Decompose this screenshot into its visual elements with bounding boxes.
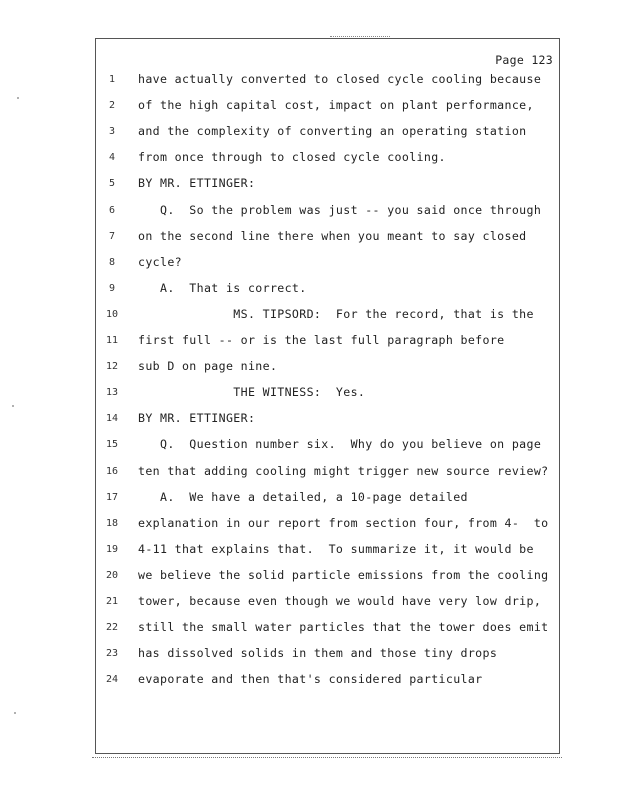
line-number: 6 (108, 204, 116, 216)
line-text: BY MR. ETTINGER: (138, 411, 256, 426)
line-text: THE WITNESS: Yes. (138, 385, 366, 400)
transcript-line (96, 228, 561, 254)
line-text: we believe the solid particle emissions from the cooling (138, 567, 549, 582)
transcript-line (96, 280, 561, 306)
transcript-line (96, 358, 561, 384)
transcript-line (96, 254, 561, 280)
transcript-line (96, 410, 561, 436)
line-text: still the small water particles that the tower does emit (138, 620, 549, 635)
transcript-line (96, 97, 561, 123)
transcript-line (96, 489, 561, 515)
line-number: 19 (105, 543, 119, 555)
line-text: cycle? (138, 254, 182, 269)
scan-speckle (17, 97, 19, 99)
line-text: explanation in our report from section four, from 4- to (138, 515, 549, 530)
transcript-line (96, 671, 561, 697)
transcript-line (96, 541, 561, 567)
line-number: 21 (105, 596, 119, 607)
transcript-line (96, 463, 561, 489)
transcript-line (96, 384, 561, 410)
line-text: evaporate and then that's considered particular (138, 672, 483, 687)
transcript-line (96, 645, 561, 671)
transcript-line (96, 202, 561, 228)
line-number: 24 (105, 674, 119, 686)
line-text: ten that adding cooling might trigger new source review? (138, 463, 549, 478)
line-number: 22 (105, 622, 119, 634)
line-text: Q. Question number six. Why do you believe on page (138, 437, 542, 452)
transcript-line (96, 71, 561, 97)
line-number: 11 (105, 335, 119, 346)
line-number: 23 (105, 648, 119, 660)
line-number: 4 (108, 152, 116, 164)
line-number: 5 (108, 178, 116, 190)
line-number: 7 (108, 230, 116, 242)
line-text: sub D on page nine. (138, 359, 278, 374)
transcript-line (96, 436, 561, 462)
line-number: 10 (105, 308, 119, 320)
scan-bottom-mark (92, 757, 562, 758)
line-text: have actually converted to closed cycle cooling because (138, 72, 542, 86)
scan-top-mark (330, 36, 390, 37)
line-number: 12 (105, 361, 119, 373)
line-number: 1 (108, 74, 116, 85)
transcript-line (96, 515, 561, 541)
line-number: 8 (108, 256, 116, 268)
line-text: on the second line there when you meant to say closed (138, 228, 527, 243)
line-text: has dissolved solids in them and those tiny drops (138, 646, 498, 661)
line-text: of the high capital cost, impact on plant performance, (138, 98, 534, 113)
scan-speckle (14, 712, 16, 714)
line-number: 20 (105, 569, 119, 581)
transcript-line (96, 175, 561, 201)
line-number: 15 (105, 439, 119, 451)
line-number: 13 (105, 387, 119, 399)
line-number: 2 (108, 100, 116, 112)
line-number: 18 (105, 517, 119, 529)
transcript-line (96, 332, 561, 358)
transcript-line (96, 123, 561, 149)
line-text: A. That is correct. (138, 280, 307, 295)
line-text: from once through to closed cycle cooling. (138, 150, 446, 165)
line-text: tower, because even though we would have very low drip, (138, 594, 542, 608)
line-text: A. We have a detailed, a 10-page detailed (138, 489, 468, 504)
transcript-line (96, 306, 561, 332)
scan-speckle (12, 405, 14, 407)
line-text: BY MR. ETTINGER: (138, 176, 256, 191)
line-number: 17 (105, 491, 119, 503)
line-text: first full -- or is the last full paragraph before (138, 333, 505, 347)
line-text: Q. So the problem was just -- you said once through (138, 202, 542, 217)
transcript-line (96, 619, 561, 645)
line-text: 4-11 that explains that. To summarize it, it would be (138, 541, 534, 556)
line-number: 9 (108, 282, 116, 294)
transcript-line (96, 149, 561, 175)
transcript-page (95, 38, 560, 754)
transcript-line (96, 567, 561, 593)
transcript-line (96, 593, 561, 619)
line-number: 16 (105, 465, 119, 477)
line-number: 14 (105, 413, 119, 425)
page-number: Page 123 (495, 53, 553, 67)
line-text: and the complexity of converting an operating station (138, 124, 527, 139)
line-text: MS. TIPSORD: For the record, that is the (138, 306, 534, 321)
line-number: 3 (108, 126, 116, 138)
